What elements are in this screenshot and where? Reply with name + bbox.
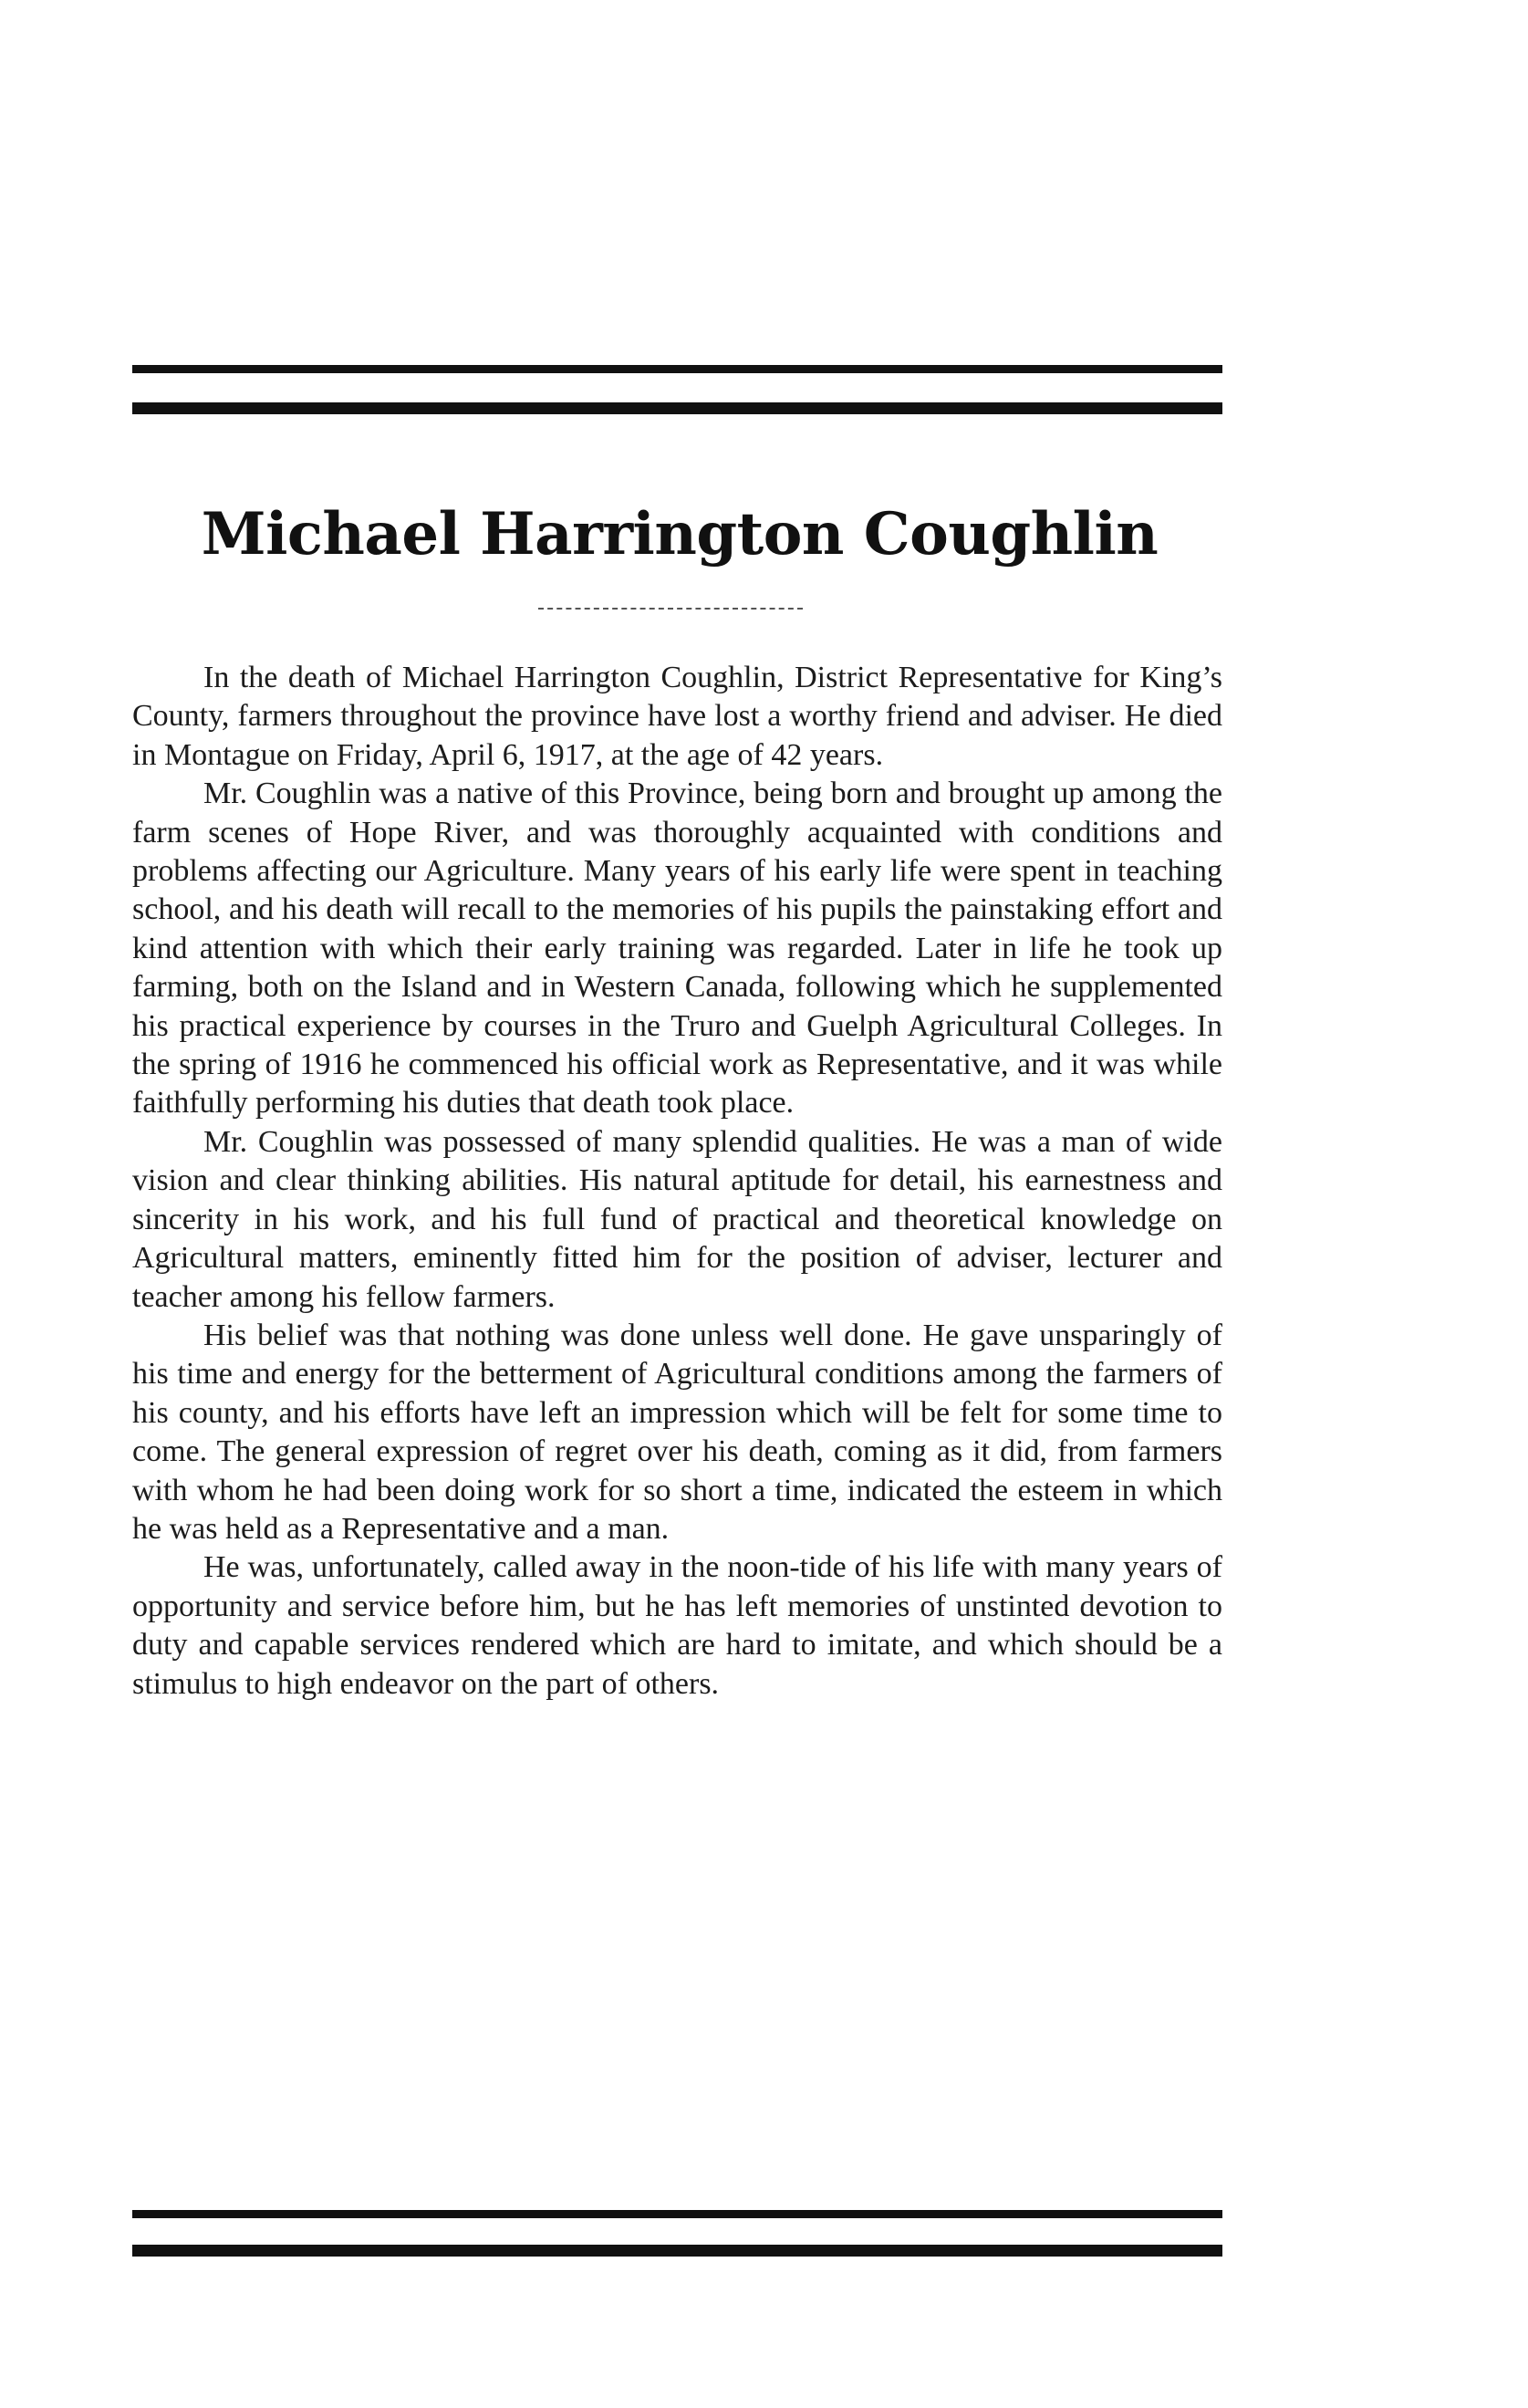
paragraph-5: He was, unfortunately, called away in the noon-tide of his life with many years of opportunity and service before him, but he has left memories of unstinted devotion to duty and capable services rendered which are hard to imitate, and which should be a stimulus to high endeavor on the part of others.	[132, 1550, 1222, 1701]
bottom-rule-upper	[132, 2210, 1222, 2218]
paragraph-1: In the death of Michael Harrington Coughlin, District Representative for King’s County, farmers throughout the province have lost a worthy friend and adviser. He died in Montague on Friday, April 6, 1917, at the age of 42 years.	[132, 661, 1222, 772]
paragraph-3: Mr. Coughlin was possessed of many splendid qualities. He was a man of wide vision and clear thinking abilities. His natural aptitude for detail, his earnestness and sincerity in his work, and his full fund of practical and theoretical knowledge on Agricultural matters, eminently fitted him for the position of adviser, lecturer and teacher among his fellow farmers.	[132, 1124, 1222, 1314]
paragraph-4: His belief was that nothing was done unless well done. He gave unsparingly of his time and energy for the betterment of Agricultural conditions among the farmers of his county, and his efforts have left an impression which will be felt for some time to come. The general expression of regret over his death, coming as it did, from farmers with whom he had been doing work for so short a time, indicated the esteem in which he was held as a Representative and a man.	[132, 1318, 1222, 1546]
obituary-article	[132, 659, 1222, 1704]
title-divider	[538, 608, 803, 610]
top-rule-lower	[132, 402, 1222, 414]
paragraph-2: Mr. Coughlin was a native of this Province, being born and brought up among the farm scenes of Hope River, and was thoroughly acquainted with conditions and problems affecting our Agriculture. Many years of his early life were spent in teaching school, and his death will recall to the memories of his pupils the painstaking effort and kind attention with which their early training was regarded. Later in life he took up farming, both on the Island and in Western Canada, following which he supplemented his practical experience by courses in the Truro and Guelph Agricultural Colleges. In the spring of 1916 he commenced his official work as Representative, and it was while faithfully performing his duties that death took place.	[132, 777, 1222, 1121]
top-rule-upper	[132, 365, 1222, 373]
page-title: Michael Harrington Coughlin	[201, 500, 1159, 568]
bottom-rule-lower	[132, 2245, 1222, 2257]
